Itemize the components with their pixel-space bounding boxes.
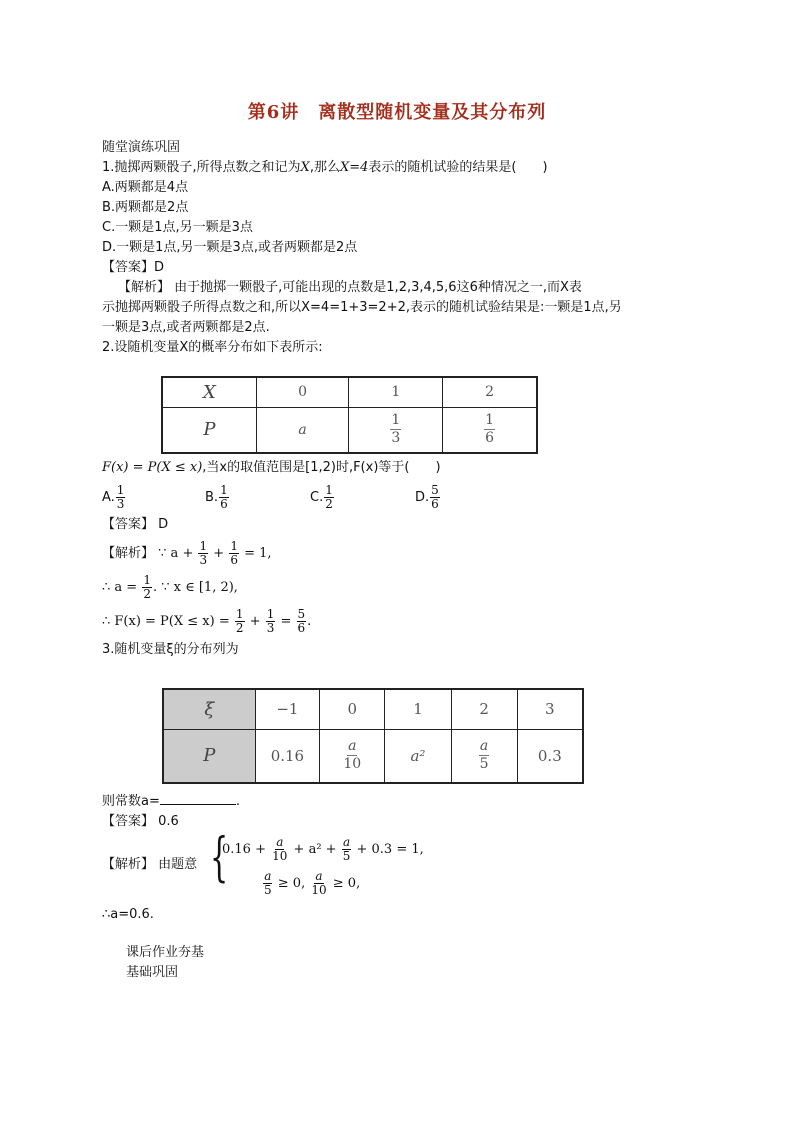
q1-option-c: C.一颗是1点,另一颗是3点: [102, 220, 253, 235]
q2-option-d: D. $\frac{5}{6}$: [415, 483, 439, 511]
q3-cell: 0.16: [255, 729, 319, 783]
q3-system-line1: 0.16 + $\frac{a}{10}$ + a² + $\frac{a}{5}$ + 0.3 = 1,: [222, 835, 424, 863]
fraction: $\frac{1}{6}$: [485, 412, 495, 447]
q2-distribution-table: [161, 376, 538, 454]
q3-header-xi: ξ: [163, 689, 255, 729]
q3-cell: 2: [451, 689, 517, 729]
q3-stem: 3.随机变量ξ的分布列为: [102, 642, 239, 657]
q2-cell: a: [256, 407, 349, 453]
q3-fill-blank: 则常数a= .: [102, 794, 240, 809]
fraction: $\frac{1}{3}$: [391, 412, 401, 447]
q1-stem: 1.抛掷两颗骰子,所得点数之和记为X,那么X=4表示的随机试验的结果是( ): [102, 160, 548, 175]
q2-option-b: B. $\frac{1}{6}$: [205, 483, 228, 511]
section-heading: 基础巩固: [126, 965, 179, 980]
q3-cell: [451, 729, 517, 783]
q2-analysis-line3: ∴ F(x) = P(X ≤ x) = $\frac{1}{2}$ + $\frac{1}{3}$ = $\frac{5}{6}$ .: [102, 607, 312, 635]
q3-system-line2: $\frac{a}{5}$ ≥ 0, $\frac{a}{10}$ ≥ 0,: [264, 869, 361, 897]
q2-cell: 0: [256, 377, 349, 407]
q1-analysis-line2: 示抛掷两颗骰子所得点数之和,所以X=4=1+3=2+2,表示的随机试验结果是:一颗是1点,另: [102, 300, 622, 315]
q3-cell: 0.3: [517, 729, 583, 783]
section-heading: 随堂演练巩固: [102, 140, 181, 155]
q3-cell: 1: [385, 689, 451, 729]
q3-cell: −1: [255, 689, 319, 729]
q3-cell: a²: [385, 729, 451, 783]
q3-header-p: P: [163, 729, 255, 783]
q2-answer: 【答案】 D: [102, 517, 169, 532]
q3-analysis-label: 【解析】 由题意: [102, 857, 198, 872]
q3-distribution-table: [162, 688, 584, 784]
q3-answer: 【答案】 0.6: [102, 814, 179, 829]
q3-cell: 3: [517, 689, 583, 729]
q1-analysis-line3: 一颗是3点,或者两颗都是2点.: [102, 320, 270, 335]
fraction: $\frac{a}{10}$: [343, 738, 362, 773]
q2-condition: F(x) = P(X ≤ x),当x的取值范围是[1,2)时,F(x)等于( ): [102, 460, 441, 475]
q1-analysis-line1: 【解析】 由于抛掷一颗骰子,可能出现的点数是1,2,3,4,5,6这6种情况之一,而X表: [118, 280, 582, 295]
q2-cell: 1: [349, 377, 443, 407]
section-heading: 课后作业夯基: [126, 945, 205, 960]
system-brace: {: [210, 828, 229, 888]
q1-option-b: B.两颗都是2点: [102, 200, 189, 215]
q2-option-a: A. $\frac{1}{3}$: [102, 483, 125, 511]
answer-blank: [160, 792, 236, 805]
q2-analysis-line1: 【解析】 ∵ a + $\frac{1}{3}$ + $\frac{1}{6}$ = 1,: [102, 539, 272, 567]
q1-answer: 【答案】D: [102, 260, 165, 275]
q3-cell: [320, 729, 385, 783]
q2-cell: 2: [443, 377, 537, 407]
q2-header-p: P: [162, 407, 256, 453]
q2-option-c: C. $\frac{1}{2}$: [310, 483, 333, 511]
q2-stem: 2.设随机变量X的概率分布如下表所示:: [102, 340, 323, 355]
q1-option-d: D.一颗是1点,另一颗是3点,或者两颗都是2点: [102, 240, 358, 255]
q3-cell: 0: [320, 689, 385, 729]
fraction: $\frac{a}{5}$: [479, 738, 489, 773]
q2-cell: [349, 407, 443, 453]
q1-option-a: A.两颗都是4点: [102, 180, 189, 195]
q2-cell: [443, 407, 537, 453]
q2-header-x: X: [162, 377, 256, 407]
q3-conclusion: ∴a=0.6.: [102, 907, 154, 922]
page-title: 第6讲 离散型随机变量及其分布列: [247, 102, 547, 123]
q2-analysis-line2: ∴ a = $\frac{1}{2}$ . ∵ x ∈ [1, 2),: [102, 573, 238, 601]
